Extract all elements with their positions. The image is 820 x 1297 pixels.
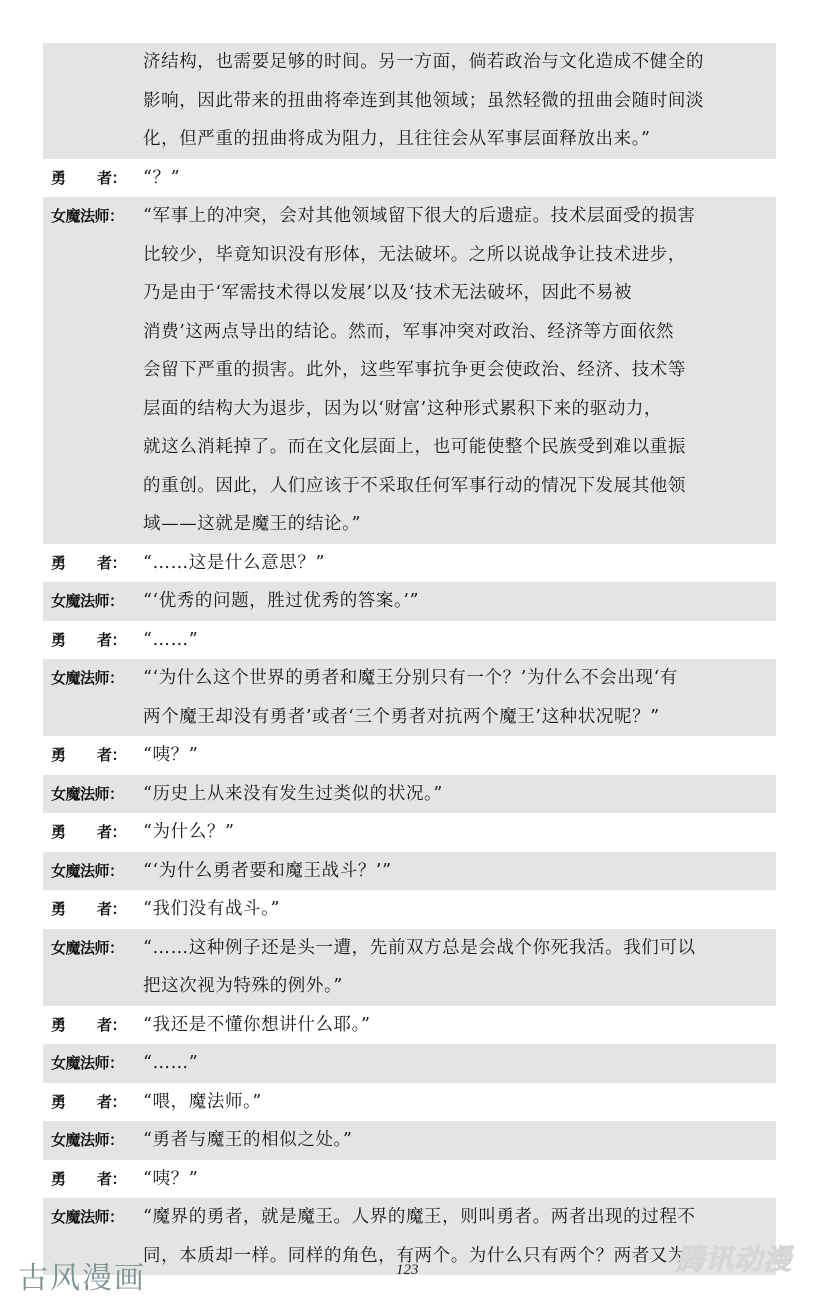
watermark-gufeng: 古风漫画	[18, 1261, 146, 1296]
speech-text	[143, 1006, 776, 1045]
speech-line: 济结构，也需要足够的时间。另一方面，倘若政治与文化造成不健全的	[143, 52, 705, 72]
speaker-hero	[43, 1160, 143, 1199]
speech-line: “历史上从来没有发生过类似的状况。”	[143, 783, 443, 804]
speech-line: “军事上的冲突，会对其他领域留下很大的后遗症。技术层面受的损害	[143, 206, 696, 226]
speaker-colon: ：	[111, 553, 127, 572]
dialogue-row	[43, 43, 776, 159]
speech-line: 乃是由于‘军需技术得以发展’以及‘技术无法破坏，因此不易被	[143, 283, 633, 303]
speech-line: 域——这就是魔王的结论。”	[143, 514, 361, 534]
speech-text	[143, 736, 776, 775]
speech-text	[143, 775, 776, 814]
speech-line: “喂，魔法师。”	[143, 1091, 262, 1112]
speech-text	[143, 582, 776, 621]
speaker-hero	[43, 736, 143, 775]
speaker-colon: ：	[109, 784, 124, 803]
speaker-char: 勇	[51, 1169, 66, 1188]
speaker-char: 勇	[51, 630, 66, 649]
dialogue-row	[43, 1121, 776, 1160]
speech-text	[143, 1083, 776, 1122]
speech-line: “咦？”	[143, 745, 199, 765]
speech-line: “……”	[143, 629, 199, 650]
speech-line: “魔界的勇者，就是魔王。人界的魔王，则叫勇者。两者出现的过程不	[143, 1207, 696, 1227]
speech-text	[143, 43, 776, 159]
speaker-char: 勇	[51, 168, 66, 187]
speaker-mage	[43, 659, 143, 698]
speaker-char: 勇	[51, 1092, 66, 1111]
speaker-char: 者	[97, 553, 112, 572]
speaker-name: 女魔法师	[51, 592, 110, 610]
speech-line: “我还是不懂你想讲什么耶。”	[143, 1014, 371, 1035]
speaker-char: 者	[97, 1169, 112, 1188]
speaker-colon: ：	[111, 823, 127, 841]
speaker-mage	[43, 852, 143, 891]
dialogue-row	[43, 929, 776, 1006]
speaker-char: 勇	[51, 1015, 66, 1034]
speaker-char: 者	[97, 168, 112, 187]
speaker-hero	[43, 621, 143, 660]
dialogue-row	[43, 852, 776, 891]
speaker-name: 女魔法师	[51, 784, 110, 803]
speech-line: 同，本质却一样。同样的角色，有两个。为什么只有两个？两者又为	[143, 1245, 686, 1266]
speech-line: 会留下严重的损害。此外，这些军事抗争更会使政治、经济、技术等	[143, 360, 686, 380]
speaker-name: 女魔法师	[51, 669, 110, 687]
dialogue-row	[43, 621, 776, 660]
speech-line: 消费’这两点导出的结论。然而，军事冲突对政治、经济等方面依然	[143, 321, 675, 342]
dialogue-row	[43, 775, 776, 814]
speech-line: 化，但严重的扭曲将成为阻力，且往往会从军事层面释放出来。”	[143, 129, 651, 149]
speaker-colon: ：	[109, 938, 124, 957]
speaker-char: 勇	[51, 900, 66, 918]
speaker-mage	[43, 582, 143, 621]
dialogue-row	[43, 582, 776, 621]
speech-line: “‘为什么勇者要和魔王战斗？’”	[143, 860, 392, 881]
speaker-hero	[43, 1083, 143, 1122]
speech-line: “为什么？”	[143, 822, 235, 842]
speaker-hero	[43, 890, 143, 929]
speaker-mage	[43, 1198, 143, 1237]
speaker-colon: ：	[109, 592, 124, 610]
speaker-char: 勇	[51, 823, 66, 841]
speaker-colon: ：	[109, 1131, 124, 1149]
speaker-char: 者	[97, 823, 112, 841]
speaker-hero	[43, 1006, 143, 1045]
speaker-colon: ：	[109, 1054, 124, 1072]
speaker-colon: ：	[109, 207, 124, 225]
speaker-char: 者	[97, 1015, 112, 1034]
speech-line: 比较少，毕竟知识没有形体，无法破坏。之所以说战争让技术进步，	[143, 244, 686, 265]
speech-line: 的重创。因此，人们应该于不采取任何军事行动的情况下发展其他领	[143, 475, 686, 496]
speaker-colon: ：	[111, 630, 127, 649]
speaker-mage	[43, 197, 143, 236]
speaker-colon: ：	[111, 1092, 127, 1111]
speaker-char: 者	[97, 746, 112, 764]
speaker-name: 女魔法师	[51, 1208, 110, 1226]
speech-line: 把这次视为特殊的例外。”	[143, 976, 343, 996]
dialogue-row	[43, 544, 776, 583]
speaker-colon: ：	[109, 1208, 124, 1226]
speaker-colon: ：	[109, 861, 124, 880]
dialogue-row	[43, 159, 776, 198]
speaker-mage	[43, 929, 143, 968]
dialogue-row	[43, 1006, 776, 1045]
speaker-mage	[43, 775, 143, 814]
speech-line: “‘优秀的问题，胜过优秀的答案。’”	[143, 591, 420, 611]
speech-text	[143, 890, 776, 929]
speech-line: 影响，因此带来的扭曲将牵连到其他领域；虽然轻微的扭曲会随时间淡	[143, 90, 705, 111]
speech-text	[143, 1160, 776, 1199]
speaker-hero	[43, 813, 143, 852]
dialogue-row	[43, 736, 776, 775]
speech-text	[143, 852, 776, 891]
speaker-colon: ：	[111, 168, 127, 187]
dialogue-row	[43, 1160, 776, 1199]
speaker-mage	[43, 1044, 143, 1083]
dialogue-row	[43, 1044, 776, 1083]
speaker-name: 女魔法师	[51, 207, 110, 225]
dialogue-row	[43, 197, 776, 544]
speech-line: “……”	[143, 1053, 199, 1073]
speaker-char: 者	[97, 900, 112, 918]
dialogue-row	[43, 890, 776, 929]
dialogue-row	[43, 1083, 776, 1122]
speech-line: 层面的结构大为退步，因为以‘财富’这种形式累积下来的驱动力，	[143, 398, 663, 419]
speaker-char: 者	[97, 1092, 112, 1111]
speaker-name: 女魔法师	[51, 861, 110, 880]
speech-line: “……这是什么意思？”	[143, 552, 325, 573]
speaker-colon: ：	[111, 900, 127, 918]
speaker-name: 女魔法师	[51, 1131, 110, 1149]
speaker-hero	[43, 544, 143, 583]
page-number: 123	[396, 1262, 419, 1278]
speech-text	[143, 813, 776, 852]
speech-line: “我们没有战斗。”	[143, 899, 281, 919]
speaker-colon: ：	[111, 746, 127, 764]
speech-line: “咦？”	[143, 1168, 199, 1189]
speech-line: “勇者与魔王的相似之处。”	[143, 1130, 353, 1150]
speaker-mage	[43, 1121, 143, 1160]
speaker-char: 勇	[51, 553, 66, 572]
speaker-hero	[43, 159, 143, 198]
speaker-colon: ：	[111, 1169, 127, 1188]
speaker-char: 勇	[51, 746, 66, 764]
speech-text	[143, 659, 776, 736]
speaker-name: 女魔法师	[51, 1054, 110, 1072]
speech-text	[143, 1044, 776, 1083]
watermark-tencent: 腾讯动漫	[676, 1243, 793, 1276]
speech-text	[143, 621, 776, 660]
speech-text	[143, 1121, 776, 1160]
speech-line: “‘为什么这个世界的勇者和魔王分别只有一个？’为什么不会出现‘有	[143, 668, 678, 688]
dialogue-row	[43, 813, 776, 852]
speech-text	[143, 159, 776, 198]
dialogue-page	[43, 43, 776, 1275]
speaker-name: 女魔法师	[51, 938, 110, 957]
speech-line: “？”	[143, 167, 181, 188]
speech-line: “……这种例子还是头一遭，先前双方总是会战个你死我活。我们可以	[143, 937, 696, 958]
speaker-colon: ：	[109, 669, 124, 687]
speech-line: 就这么消耗掉了。而在文化层面上，也可能使整个民族受到难以重振	[143, 437, 686, 457]
dialogue-row	[43, 659, 776, 736]
speech-line: 两个魔王却没有勇者’或者‘三个勇者对抗两个魔王’这种状况呢？”	[143, 706, 660, 727]
speaker-char: 者	[97, 630, 112, 649]
speech-text	[143, 929, 776, 1006]
speaker-colon: ：	[111, 1015, 127, 1034]
speech-text	[143, 544, 776, 583]
speech-text	[143, 197, 776, 544]
